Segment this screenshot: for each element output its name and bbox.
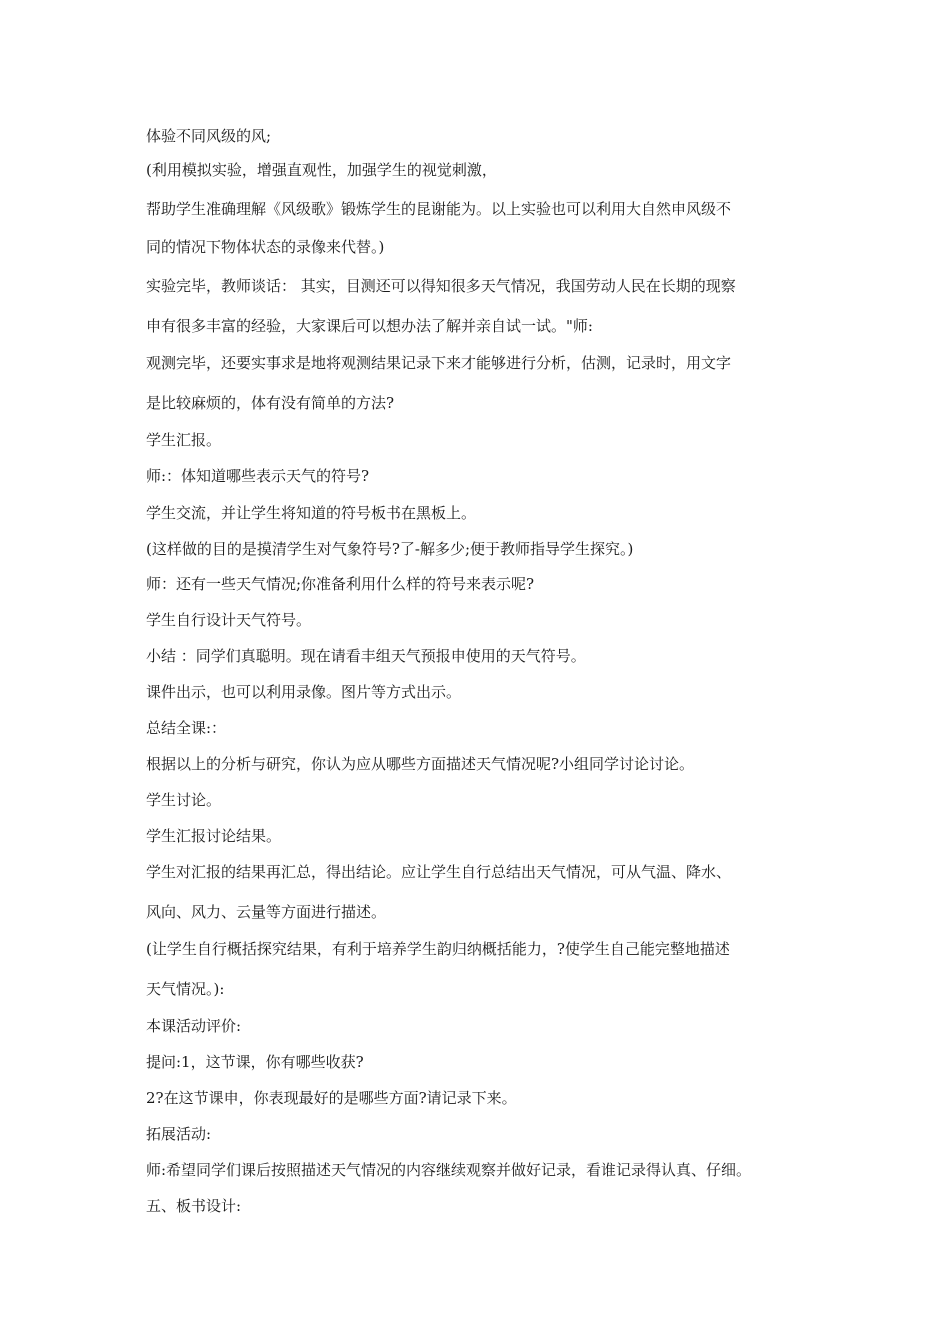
text-line: 帮助学生准确理解《风级歌》锻炼学生的昆谢能为。以上实验也可以利用大自然申风级不 bbox=[146, 200, 732, 218]
text-line: 总结全课:： bbox=[146, 719, 227, 737]
text-line: 学生自行设计天气符号。 bbox=[146, 611, 312, 629]
text-line: 学生对汇报的结果再汇总，得出结论。应让学生自行总结出天气情况，可从气温、降水、 bbox=[146, 863, 732, 881]
text-line: 学生汇报讨论结果。 bbox=[146, 827, 282, 845]
text-line: 是比较麻烦的，体有没有简单的方法? bbox=[146, 394, 395, 412]
text-line: 拓展活动: bbox=[146, 1125, 212, 1143]
text-line: 风向、风力、云量等方面进行描述。 bbox=[146, 903, 387, 921]
text-line: 实验完毕，教师谈话： 其实，目测还可以得知很多天气情况，我国劳动人民在长期的现察 bbox=[146, 277, 736, 295]
text-line: 体验不同风级的风; bbox=[146, 127, 272, 145]
text-line: 小结 ：同学们真聪明。现在请看丰组天气预报申使用的天气符号。 bbox=[146, 647, 586, 665]
text-line: 师:：体知道哪些表示天气的符号? bbox=[146, 467, 370, 485]
text-line: 本课活动评价: bbox=[146, 1017, 242, 1035]
text-line: 2?在这节课申，你表现最好的是哪些方面?请记录下来。 bbox=[146, 1089, 517, 1107]
text-line: 提问:1，这节课，你有哪些收获? bbox=[146, 1053, 364, 1071]
text-line: 天气情况。): bbox=[146, 980, 225, 998]
text-line: 师：还有一些天气情况;你准备利用什么样的符号来表示呢? bbox=[146, 575, 535, 593]
text-line: (让学生自行概括探究结果，有利于培养学生韵归纳概括能力，?使学生自己能完整地描述 bbox=[146, 940, 730, 958]
text-line: 五、板书设计: bbox=[146, 1197, 242, 1215]
text-line: 根据以上的分析与研究，你认为应从哪些方面描述天气情况呢?小组同学讨论讨论。 bbox=[146, 755, 695, 773]
text-line: (利用模拟实验，增强直观性，加强学生的视觉刺激， bbox=[146, 161, 497, 179]
text-line: (这样做的目的是摸清学生对气象符号?了-解多少;便于教师指导学生探究。) bbox=[146, 540, 634, 558]
text-line: 观测完毕，还要实事求是地将观测结果记录下来才能够进行分析，估测，记录时，用文字 bbox=[146, 354, 732, 372]
text-line: 课件出示，也可以利用录像。图片等方式出示。 bbox=[146, 683, 462, 701]
text-line: 同的情况下物体状态的录像来代替。) bbox=[146, 238, 385, 256]
text-line: 申有很多丰富的经验，大家课后可以想办法了解并亲自试一试。"师: bbox=[146, 317, 593, 335]
text-line: 学生讨论。 bbox=[146, 791, 222, 809]
text-line: 师:希望同学们课后按照描述天气情况的内容继续观察并做好记录，看谁记录得认真、仔细。 bbox=[146, 1161, 752, 1179]
text-line: 学生交流，并让学生将知道的符号板书在黑板上。 bbox=[146, 504, 477, 522]
text-line: 学生汇报。 bbox=[146, 431, 222, 449]
